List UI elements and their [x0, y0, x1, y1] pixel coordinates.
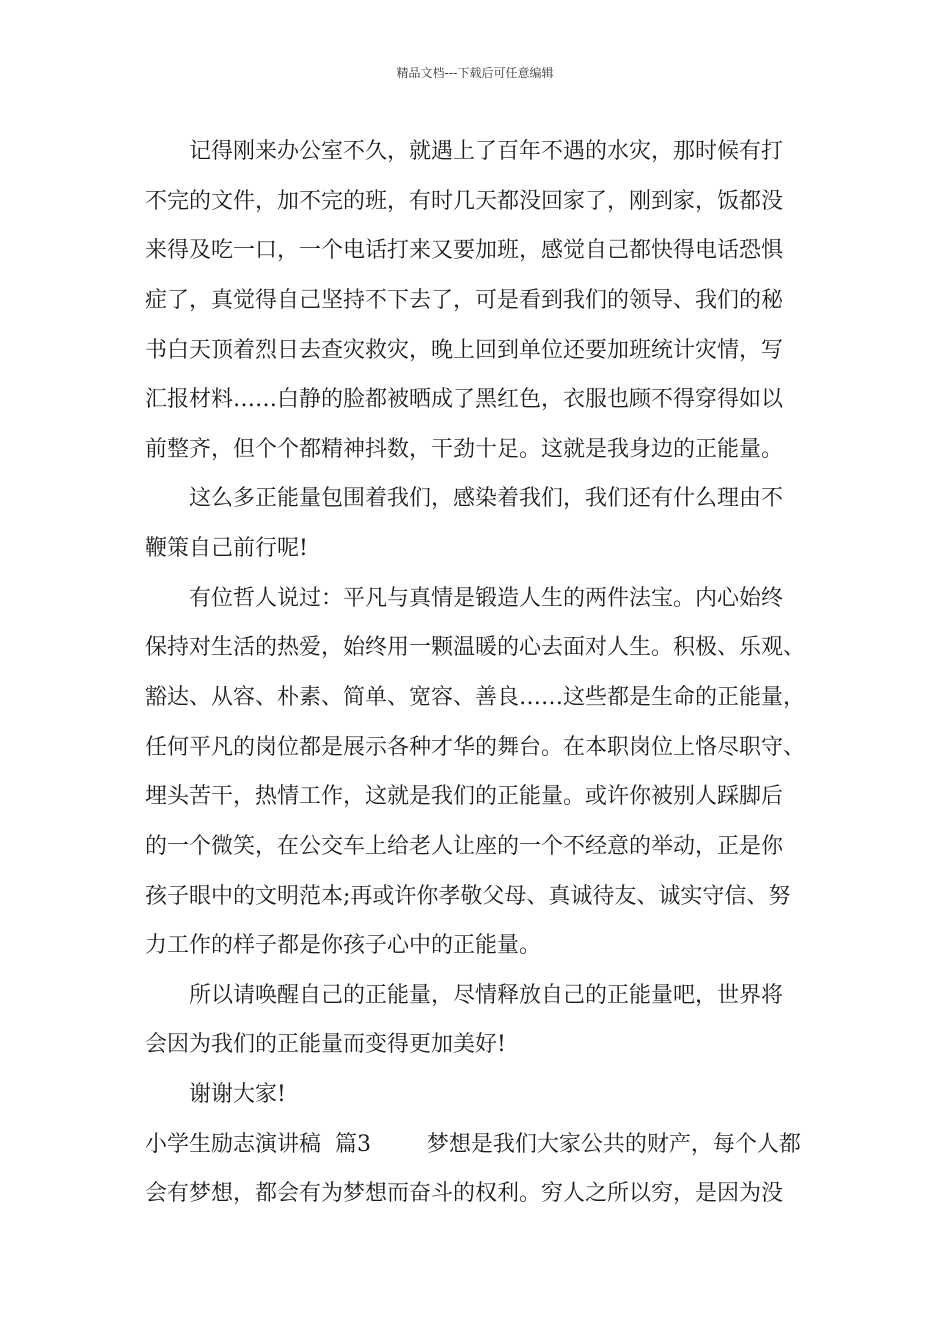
text-line: 豁达、从容、朴素、简单、宽容、善良……这些都是生命的正能量， — [145, 685, 806, 710]
text-line: 谢谢大家! — [189, 1082, 286, 1107]
text-line: 不完的文件，加不完的班，有时几天都没回家了，刚到家，饭都没 — [145, 189, 784, 214]
text-line: 所以请唤醒自己的正能量，尽情释放自己的正能量吧，世界将 — [189, 983, 784, 1008]
text-line: 这么多正能量包围着我们，感染着我们，我们还有什么理由不 — [189, 486, 784, 511]
text-line: 书白天顶着烈日去查灾救灾，晚上回到单位还要加班统计灾情，写 — [145, 338, 784, 363]
text-line: 来得及吃一口，一个电话打来又要加班，感觉自己都快得电话恐惧 — [145, 238, 784, 263]
text-line: 汇报材料……白静的脸都被晒成了黑红色，衣服也顾不得穿得如以 — [145, 387, 784, 412]
text-line: 力工作的样子都是你孩子心中的正能量。 — [145, 933, 542, 958]
text-line: 有位哲人说过：平凡与真情是锻造人生的两件法宝。内心始终 — [189, 586, 784, 611]
text-line: 症了，真觉得自己坚持不下去了，可是看到我们的领导、我们的秘 — [145, 288, 784, 313]
text-line: 的一个微笑，在公交车上给老人让座的一个不经意的举动，正是你 — [145, 834, 784, 859]
text-line: 埋头苦干，热情工作，这就是我们的正能量。或许你被别人踩脚后 — [145, 784, 784, 809]
text-line: 会因为我们的正能量而变得更加美好! — [145, 1032, 506, 1057]
text-line: 小学生励志演讲稿 篇3 梦想是我们大家公共的财产，每个人都 — [145, 1132, 801, 1157]
text-line: 任何平凡的岗位都是展示各种才华的舞台。在本职岗位上恪尽职守、 — [145, 735, 806, 760]
text-line: 前整齐，但个个都精神抖数，干劲十足。这就是我身边的正能量。 — [145, 437, 784, 462]
text-line: 会有梦想，都会有为梦想而奋斗的权利。穷人之所以穷，是因为没 — [145, 1181, 784, 1206]
text-line: 孩子眼中的文明范本;再或许你孝敬父母、真诚待友、诚实守信、努 — [145, 884, 791, 909]
text-line: 记得刚来办公室不久，就遇上了百年不遇的水灾，那时候有打 — [189, 139, 784, 164]
page-header: 精品文档---下载后可任意编辑 — [396, 66, 554, 80]
text-line: 保持对生活的热爱，始终用一颗温暖的心去面对人生。积极、乐观、 — [145, 635, 806, 660]
text-line: 鞭策自己前行呢! — [145, 536, 308, 561]
